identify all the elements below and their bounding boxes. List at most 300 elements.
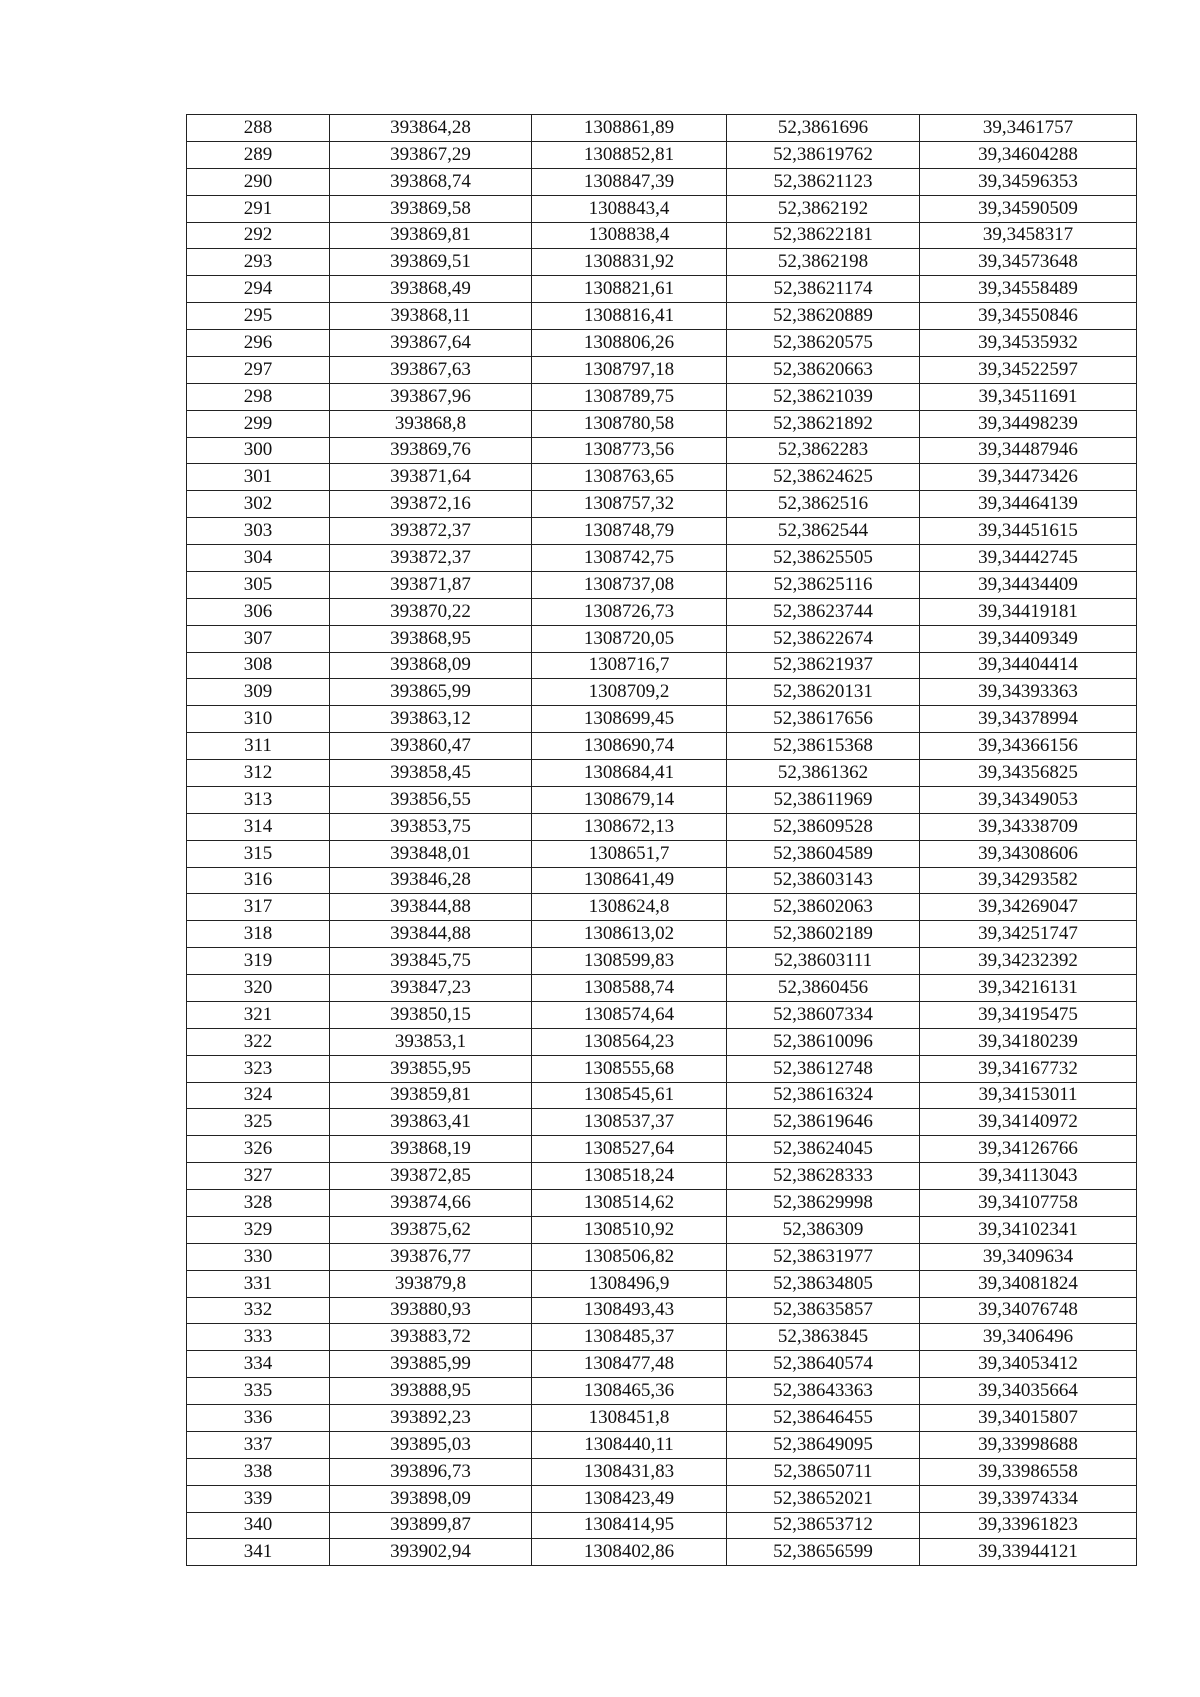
longitude-cell: 39,34558489 [920,276,1137,303]
longitude-cell: 39,34511691 [920,383,1137,410]
y-coordinate-cell: 1308709,2 [532,679,727,706]
x-coordinate-cell: 393865,99 [330,679,532,706]
longitude-cell: 39,34419181 [920,598,1137,625]
y-coordinate-cell: 1308737,08 [532,571,727,598]
point-number-cell: 335 [187,1378,330,1405]
table-row [187,625,1137,652]
latitude-cell: 52,38653712 [727,1512,920,1539]
y-coordinate-cell: 1308588,74 [532,975,727,1002]
longitude-cell: 39,34293582 [920,867,1137,894]
point-number-cell: 334 [187,1351,330,1378]
point-number-cell: 313 [187,786,330,813]
table-row [187,1163,1137,1190]
latitude-cell: 52,38611969 [727,786,920,813]
y-coordinate-cell: 1308564,23 [532,1028,727,1055]
latitude-cell: 52,38646455 [727,1405,920,1432]
table-row [187,948,1137,975]
point-number-cell: 339 [187,1485,330,1512]
point-number-cell: 308 [187,652,330,679]
point-number-cell: 296 [187,330,330,357]
longitude-cell: 39,33944121 [920,1539,1137,1566]
longitude-cell: 39,34498239 [920,410,1137,437]
longitude-cell: 39,34442745 [920,545,1137,572]
table-row [187,303,1137,330]
x-coordinate-cell: 393902,94 [330,1539,532,1566]
latitude-cell: 52,38620575 [727,330,920,357]
y-coordinate-cell: 1308496,9 [532,1270,727,1297]
longitude-cell: 39,34409349 [920,625,1137,652]
latitude-cell: 52,38602189 [727,921,920,948]
latitude-cell: 52,3863845 [727,1324,920,1351]
longitude-cell: 39,34473426 [920,464,1137,491]
point-number-cell: 312 [187,760,330,787]
table-row [187,276,1137,303]
table-row [187,464,1137,491]
x-coordinate-cell: 393864,28 [330,115,532,142]
x-coordinate-cell: 393871,64 [330,464,532,491]
table-row [187,598,1137,625]
latitude-cell: 52,38622181 [727,222,920,249]
x-coordinate-cell: 393867,96 [330,383,532,410]
longitude-cell: 39,34349053 [920,786,1137,813]
point-number-cell: 304 [187,545,330,572]
y-coordinate-cell: 1308514,62 [532,1190,727,1217]
x-coordinate-cell: 393869,81 [330,222,532,249]
x-coordinate-cell: 393850,15 [330,1001,532,1028]
longitude-cell: 39,34522597 [920,356,1137,383]
longitude-cell: 39,34434409 [920,571,1137,598]
longitude-cell: 39,34269047 [920,894,1137,921]
point-number-cell: 310 [187,706,330,733]
y-coordinate-cell: 1308537,37 [532,1109,727,1136]
coordinates-table-body [187,115,1137,1566]
x-coordinate-cell: 393860,47 [330,733,532,760]
y-coordinate-cell: 1308789,75 [532,383,727,410]
x-coordinate-cell: 393870,22 [330,598,532,625]
longitude-cell: 39,34366156 [920,733,1137,760]
x-coordinate-cell: 393898,09 [330,1485,532,1512]
table-row [187,733,1137,760]
y-coordinate-cell: 1308690,74 [532,733,727,760]
x-coordinate-cell: 393869,51 [330,249,532,276]
table-row [187,1324,1137,1351]
point-number-cell: 327 [187,1163,330,1190]
x-coordinate-cell: 393868,49 [330,276,532,303]
table-row [187,518,1137,545]
y-coordinate-cell: 1308720,05 [532,625,727,652]
point-number-cell: 324 [187,1082,330,1109]
latitude-cell: 52,38621937 [727,652,920,679]
table-row [187,760,1137,787]
point-number-cell: 305 [187,571,330,598]
longitude-cell: 39,34140972 [920,1109,1137,1136]
point-number-cell: 320 [187,975,330,1002]
x-coordinate-cell: 393868,11 [330,303,532,330]
y-coordinate-cell: 1308545,61 [532,1082,727,1109]
latitude-cell: 52,38652021 [727,1485,920,1512]
x-coordinate-cell: 393868,74 [330,168,532,195]
y-coordinate-cell: 1308763,65 [532,464,727,491]
point-number-cell: 299 [187,410,330,437]
latitude-cell: 52,38649095 [727,1431,920,1458]
latitude-cell: 52,3862198 [727,249,920,276]
y-coordinate-cell: 1308679,14 [532,786,727,813]
point-number-cell: 290 [187,168,330,195]
y-coordinate-cell: 1308651,7 [532,840,727,867]
latitude-cell: 52,3862192 [727,195,920,222]
table-row [187,356,1137,383]
point-number-cell: 311 [187,733,330,760]
latitude-cell: 52,38629998 [727,1190,920,1217]
table-row [187,1136,1137,1163]
longitude-cell: 39,33998688 [920,1431,1137,1458]
y-coordinate-cell: 1308527,64 [532,1136,727,1163]
y-coordinate-cell: 1308843,4 [532,195,727,222]
longitude-cell: 39,34487946 [920,437,1137,464]
y-coordinate-cell: 1308806,26 [532,330,727,357]
point-number-cell: 322 [187,1028,330,1055]
y-coordinate-cell: 1308716,7 [532,652,727,679]
longitude-cell: 39,34378994 [920,706,1137,733]
x-coordinate-cell: 393869,76 [330,437,532,464]
y-coordinate-cell: 1308847,39 [532,168,727,195]
point-number-cell: 323 [187,1055,330,1082]
table-row [187,975,1137,1002]
point-number-cell: 326 [187,1136,330,1163]
y-coordinate-cell: 1308797,18 [532,356,727,383]
table-row [187,1028,1137,1055]
latitude-cell: 52,38622674 [727,625,920,652]
latitude-cell: 52,38625505 [727,545,920,572]
longitude-cell: 39,34216131 [920,975,1137,1002]
x-coordinate-cell: 393867,64 [330,330,532,357]
x-coordinate-cell: 393858,45 [330,760,532,787]
point-number-cell: 300 [187,437,330,464]
x-coordinate-cell: 393868,8 [330,410,532,437]
x-coordinate-cell: 393895,03 [330,1431,532,1458]
y-coordinate-cell: 1308518,24 [532,1163,727,1190]
longitude-cell: 39,34393363 [920,679,1137,706]
x-coordinate-cell: 393844,88 [330,921,532,948]
y-coordinate-cell: 1308440,11 [532,1431,727,1458]
x-coordinate-cell: 393846,28 [330,867,532,894]
latitude-cell: 52,38604589 [727,840,920,867]
y-coordinate-cell: 1308624,8 [532,894,727,921]
longitude-cell: 39,34308606 [920,840,1137,867]
x-coordinate-cell: 393876,77 [330,1243,532,1270]
point-number-cell: 333 [187,1324,330,1351]
table-row [187,1001,1137,1028]
table-row [187,1082,1137,1109]
longitude-cell: 39,34180239 [920,1028,1137,1055]
x-coordinate-cell: 393872,85 [330,1163,532,1190]
y-coordinate-cell: 1308861,89 [532,115,727,142]
point-number-cell: 329 [187,1216,330,1243]
x-coordinate-cell: 393853,1 [330,1028,532,1055]
x-coordinate-cell: 393885,99 [330,1351,532,1378]
longitude-cell: 39,34451615 [920,518,1137,545]
latitude-cell: 52,3860456 [727,975,920,1002]
latitude-cell: 52,38620663 [727,356,920,383]
latitude-cell: 52,38635857 [727,1297,920,1324]
latitude-cell: 52,38624045 [727,1136,920,1163]
point-number-cell: 321 [187,1001,330,1028]
table-row [187,1539,1137,1566]
table-row [187,1297,1137,1324]
longitude-cell: 39,34338709 [920,813,1137,840]
x-coordinate-cell: 393868,95 [330,625,532,652]
latitude-cell: 52,38617656 [727,706,920,733]
longitude-cell: 39,34550846 [920,303,1137,330]
point-number-cell: 340 [187,1512,330,1539]
longitude-cell: 39,3409634 [920,1243,1137,1270]
table-row [187,491,1137,518]
x-coordinate-cell: 393855,95 [330,1055,532,1082]
latitude-cell: 52,38640574 [727,1351,920,1378]
latitude-cell: 52,38610096 [727,1028,920,1055]
table-row [187,1243,1137,1270]
x-coordinate-cell: 393856,55 [330,786,532,813]
latitude-cell: 52,38603111 [727,948,920,975]
point-number-cell: 303 [187,518,330,545]
y-coordinate-cell: 1308821,61 [532,276,727,303]
longitude-cell: 39,3458317 [920,222,1137,249]
table-row [187,1055,1137,1082]
x-coordinate-cell: 393868,09 [330,652,532,679]
table-row [187,1109,1137,1136]
table-row [187,1485,1137,1512]
x-coordinate-cell: 393867,29 [330,141,532,168]
longitude-cell: 39,34535932 [920,330,1137,357]
table-row [187,141,1137,168]
x-coordinate-cell: 393868,19 [330,1136,532,1163]
y-coordinate-cell: 1308555,68 [532,1055,727,1082]
table-row [187,679,1137,706]
table-row [187,813,1137,840]
longitude-cell: 39,34015807 [920,1405,1137,1432]
longitude-cell: 39,34195475 [920,1001,1137,1028]
y-coordinate-cell: 1308742,75 [532,545,727,572]
point-number-cell: 295 [187,303,330,330]
latitude-cell: 52,38620889 [727,303,920,330]
x-coordinate-cell: 393875,62 [330,1216,532,1243]
point-number-cell: 292 [187,222,330,249]
y-coordinate-cell: 1308402,86 [532,1539,727,1566]
table-row [187,1431,1137,1458]
y-coordinate-cell: 1308431,83 [532,1458,727,1485]
table-row [187,195,1137,222]
y-coordinate-cell: 1308726,73 [532,598,727,625]
x-coordinate-cell: 393880,93 [330,1297,532,1324]
table-row [187,1190,1137,1217]
latitude-cell: 52,38656599 [727,1539,920,1566]
x-coordinate-cell: 393863,41 [330,1109,532,1136]
latitude-cell: 52,3862516 [727,491,920,518]
y-coordinate-cell: 1308613,02 [532,921,727,948]
latitude-cell: 52,38620131 [727,679,920,706]
table-row [187,1405,1137,1432]
table-row [187,652,1137,679]
point-number-cell: 341 [187,1539,330,1566]
table-row [187,1378,1137,1405]
longitude-cell: 39,33961823 [920,1512,1137,1539]
y-coordinate-cell: 1308506,82 [532,1243,727,1270]
x-coordinate-cell: 393872,16 [330,491,532,518]
latitude-cell: 52,3862544 [727,518,920,545]
longitude-cell: 39,33986558 [920,1458,1137,1485]
longitude-cell: 39,33974334 [920,1485,1137,1512]
y-coordinate-cell: 1308574,64 [532,1001,727,1028]
y-coordinate-cell: 1308838,4 [532,222,727,249]
latitude-cell: 52,38619762 [727,141,920,168]
x-coordinate-cell: 393869,58 [330,195,532,222]
longitude-cell: 39,34604288 [920,141,1137,168]
point-number-cell: 328 [187,1190,330,1217]
x-coordinate-cell: 393879,8 [330,1270,532,1297]
latitude-cell: 52,38603143 [727,867,920,894]
longitude-cell: 39,3406496 [920,1324,1137,1351]
x-coordinate-cell: 393844,88 [330,894,532,921]
latitude-cell: 52,38621892 [727,410,920,437]
longitude-cell: 39,34167732 [920,1055,1137,1082]
table-row [187,168,1137,195]
x-coordinate-cell: 393874,66 [330,1190,532,1217]
latitude-cell: 52,38616324 [727,1082,920,1109]
longitude-cell: 39,34153011 [920,1082,1137,1109]
longitude-cell: 39,34107758 [920,1190,1137,1217]
y-coordinate-cell: 1308757,32 [532,491,727,518]
table-row [187,437,1137,464]
point-number-cell: 306 [187,598,330,625]
longitude-cell: 39,34102341 [920,1216,1137,1243]
table-row [187,1216,1137,1243]
y-coordinate-cell: 1308672,13 [532,813,727,840]
table-row [187,545,1137,572]
y-coordinate-cell: 1308816,41 [532,303,727,330]
y-coordinate-cell: 1308493,43 [532,1297,727,1324]
table-row [187,222,1137,249]
point-number-cell: 289 [187,141,330,168]
latitude-cell: 52,38631977 [727,1243,920,1270]
longitude-cell: 39,34232392 [920,948,1137,975]
y-coordinate-cell: 1308510,92 [532,1216,727,1243]
longitude-cell: 39,34596353 [920,168,1137,195]
latitude-cell: 52,38634805 [727,1270,920,1297]
x-coordinate-cell: 393859,81 [330,1082,532,1109]
point-number-cell: 291 [187,195,330,222]
table-row [187,1458,1137,1485]
latitude-cell: 52,38628333 [727,1163,920,1190]
point-number-cell: 315 [187,840,330,867]
y-coordinate-cell: 1308599,83 [532,948,727,975]
latitude-cell: 52,38650711 [727,1458,920,1485]
latitude-cell: 52,38623744 [727,598,920,625]
table-row [187,786,1137,813]
latitude-cell: 52,38621123 [727,168,920,195]
point-number-cell: 332 [187,1297,330,1324]
longitude-cell: 39,34356825 [920,760,1137,787]
latitude-cell: 52,38621039 [727,383,920,410]
x-coordinate-cell: 393845,75 [330,948,532,975]
y-coordinate-cell: 1308423,49 [532,1485,727,1512]
table-row [187,867,1137,894]
point-number-cell: 302 [187,491,330,518]
longitude-cell: 39,34573648 [920,249,1137,276]
longitude-cell: 39,34081824 [920,1270,1137,1297]
table-row [187,840,1137,867]
x-coordinate-cell: 393853,75 [330,813,532,840]
latitude-cell: 52,386309 [727,1216,920,1243]
x-coordinate-cell: 393848,01 [330,840,532,867]
x-coordinate-cell: 393892,23 [330,1405,532,1432]
longitude-cell: 39,34113043 [920,1163,1137,1190]
table-row [187,330,1137,357]
longitude-cell: 39,34404414 [920,652,1137,679]
longitude-cell: 39,3461757 [920,115,1137,142]
point-number-cell: 330 [187,1243,330,1270]
longitude-cell: 39,34251747 [920,921,1137,948]
latitude-cell: 52,3862283 [727,437,920,464]
latitude-cell: 52,38621174 [727,276,920,303]
x-coordinate-cell: 393872,37 [330,545,532,572]
point-number-cell: 288 [187,115,330,142]
point-number-cell: 338 [187,1458,330,1485]
y-coordinate-cell: 1308831,92 [532,249,727,276]
point-number-cell: 307 [187,625,330,652]
y-coordinate-cell: 1308477,48 [532,1351,727,1378]
latitude-cell: 52,38609528 [727,813,920,840]
table-row [187,115,1137,142]
coordinates-table [186,114,1137,1566]
y-coordinate-cell: 1308465,36 [532,1378,727,1405]
point-number-cell: 309 [187,679,330,706]
table-row [187,571,1137,598]
table-row [187,706,1137,733]
latitude-cell: 52,38625116 [727,571,920,598]
point-number-cell: 314 [187,813,330,840]
point-number-cell: 331 [187,1270,330,1297]
table-row [187,921,1137,948]
point-number-cell: 319 [187,948,330,975]
x-coordinate-cell: 393871,87 [330,571,532,598]
point-number-cell: 316 [187,867,330,894]
y-coordinate-cell: 1308641,49 [532,867,727,894]
latitude-cell: 52,3861362 [727,760,920,787]
y-coordinate-cell: 1308773,56 [532,437,727,464]
longitude-cell: 39,34464139 [920,491,1137,518]
point-number-cell: 298 [187,383,330,410]
point-number-cell: 297 [187,356,330,383]
table-row [187,894,1137,921]
table-row [187,249,1137,276]
latitude-cell: 52,38615368 [727,733,920,760]
x-coordinate-cell: 393888,95 [330,1378,532,1405]
x-coordinate-cell: 393867,63 [330,356,532,383]
y-coordinate-cell: 1308451,8 [532,1405,727,1432]
table-row [187,1351,1137,1378]
latitude-cell: 52,38607334 [727,1001,920,1028]
x-coordinate-cell: 393847,23 [330,975,532,1002]
point-number-cell: 317 [187,894,330,921]
y-coordinate-cell: 1308414,95 [532,1512,727,1539]
latitude-cell: 52,38602063 [727,894,920,921]
point-number-cell: 337 [187,1431,330,1458]
latitude-cell: 52,38612748 [727,1055,920,1082]
y-coordinate-cell: 1308852,81 [532,141,727,168]
longitude-cell: 39,34035664 [920,1378,1137,1405]
y-coordinate-cell: 1308699,45 [532,706,727,733]
x-coordinate-cell: 393899,87 [330,1512,532,1539]
